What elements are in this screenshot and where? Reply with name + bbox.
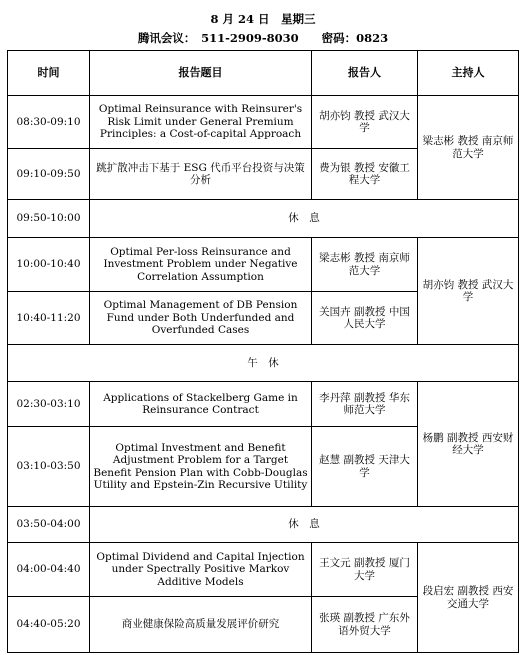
speaker-cell: 费为银 教授 安徽工程大学	[312, 149, 418, 200]
time-cell: 09:10-09:50	[8, 149, 90, 200]
time-cell: 09:50-10:00	[8, 200, 90, 238]
time-cell: 10:00-10:40	[8, 238, 90, 292]
col-header-speaker: 报告人	[312, 51, 418, 96]
time-cell: 03:50-04:00	[8, 507, 90, 543]
title-cell: Optimal Per-loss Reinsurance and Investment Problem under Negative Correlation Assumption	[90, 238, 312, 292]
break-cell: 休 息	[90, 507, 519, 543]
title-cell: Applications of Stackelberg Game in Reinsurance Contract	[90, 382, 312, 427]
date-line: 8 月 24 日 星期三	[210, 12, 316, 26]
time-cell: 02:30-03:10	[8, 382, 90, 427]
table-row	[8, 382, 519, 427]
table-row	[8, 238, 519, 292]
speaker-cell: 胡亦钧 教授 武汉大学	[312, 96, 418, 149]
speaker-cell: 赵慧 副教授 天津大学	[312, 427, 418, 507]
table-row	[8, 96, 519, 149]
title-cell: Optimal Management of DB Pension Fund under Both Underfunded and Overfunded Cases	[90, 292, 312, 345]
col-header-time: 时间	[8, 51, 90, 96]
table-row	[8, 543, 519, 597]
time-cell: 04:40-05:20	[8, 597, 90, 653]
speaker-cell: 李丹萍 副教授 华东师范大学	[312, 382, 418, 427]
schedule-table	[7, 50, 519, 653]
title-cell: Optimal Dividend and Capital Injection under Spectrally Positive Markov Additive Models	[90, 543, 312, 597]
title-cell: 跳扩散冲击下基于 ESG 代币平台投资与决策分析	[90, 149, 312, 200]
title-cell: Optimal Investment and Benefit Adjustment Problem for a Target Benefit Pension Plan with Cobb-Douglas Utility and Epstein-Zin Recursive Utility	[90, 427, 312, 507]
break-cell: 休 息	[90, 200, 519, 238]
table-header-row	[8, 51, 519, 96]
break-row	[8, 200, 519, 238]
time-cell: 10:40-11:20	[8, 292, 90, 345]
schedule-header	[0, 0, 526, 50]
break-row	[8, 507, 519, 543]
speaker-cell: 关国卉 副教授 中国人民大学	[312, 292, 418, 345]
break-row	[8, 345, 519, 382]
chair-cell: 胡亦钧 教授 武汉大学	[418, 238, 519, 345]
col-header-title: 报告题目	[90, 51, 312, 96]
time-cell: 04:00-04:40	[8, 543, 90, 597]
speaker-cell: 张瑛 副教授 广东外语外贸大学	[312, 597, 418, 653]
speaker-cell: 王文元 副教授 厦门大学	[312, 543, 418, 597]
time-cell: 08:30-09:10	[8, 96, 90, 149]
time-cell: 03:10-03:50	[8, 427, 90, 507]
title-cell: 商业健康保险高质量发展评价研究	[90, 597, 312, 653]
col-header-chair: 主持人	[418, 51, 519, 96]
meeting-info: 腾讯会议： 511-2909-8030 密码：0823	[137, 31, 389, 45]
chair-cell: 杨鹏 副教授 西安财经大学	[418, 382, 519, 507]
title-cell: Optimal Reinsurance with Reinsurer's Risk Limit under General Premium Principles: a Cost-of-capital Approach	[90, 96, 312, 149]
chair-cell: 段启宏 副教授 西安交通大学	[418, 543, 519, 653]
speaker-cell: 梁志彬 教授 南京师范大学	[312, 238, 418, 292]
chair-cell: 梁志彬 教授 南京师范大学	[418, 96, 519, 200]
break-cell: 午 休	[8, 345, 519, 382]
